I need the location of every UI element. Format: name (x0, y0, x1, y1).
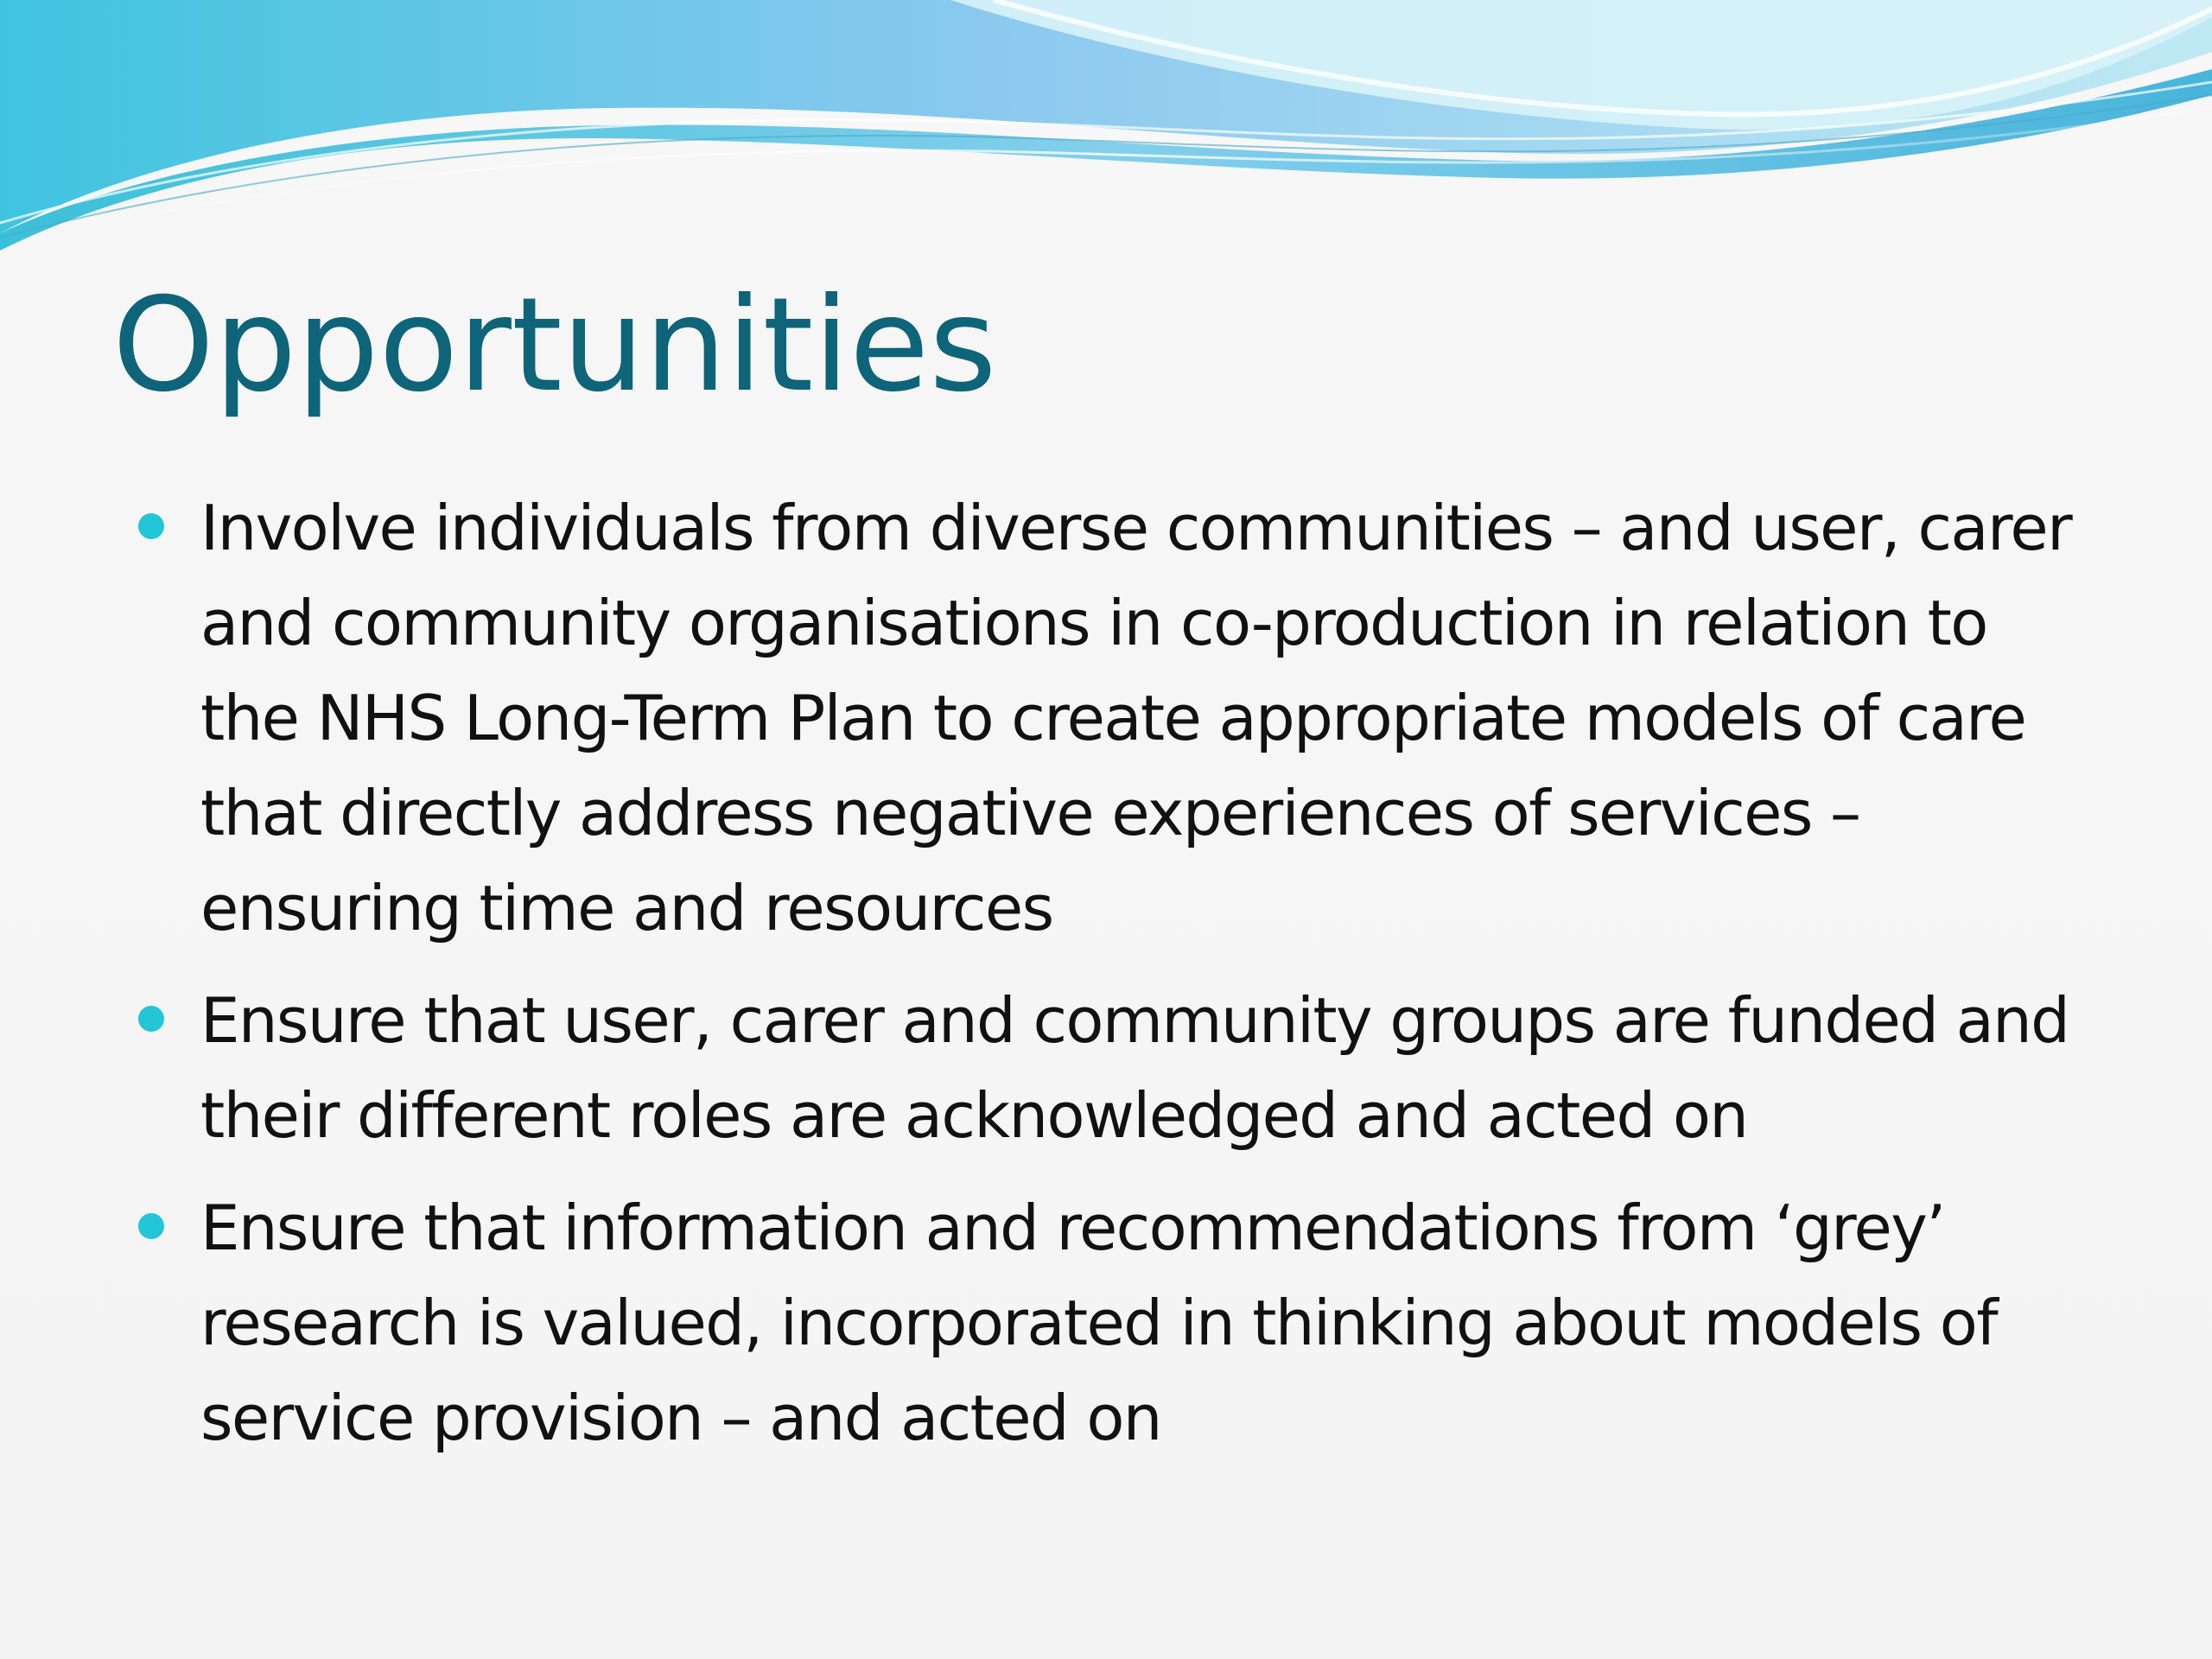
bullet-dot-icon (138, 1006, 164, 1032)
bullet-list (138, 480, 2082, 1483)
slide-title: Opportunities (112, 270, 997, 421)
bullet-item (138, 1180, 2082, 1465)
bullet-text: Involve individuals from diverse communities – and user, carer and community organisations in co-production in relation to the NHS Long-Term Plan to create appropriate models of care that directly address negative experiences of services – ensuring time and resources (200, 492, 2072, 944)
bullet-text: Ensure that user, carer and community groups are funded and their different roles are acknowledged and acted on (200, 984, 2069, 1152)
bullet-text: Ensure that information and recommendations from ‘grey’ research is valued, incorporated in thinking about models of service provision – and acted on (200, 1192, 1997, 1454)
decorative-wave-header (0, 0, 2212, 259)
bullet-dot-icon (138, 1213, 164, 1239)
bullet-dot-icon (138, 513, 164, 539)
bullet-item (138, 973, 2082, 1163)
bullet-item (138, 480, 2082, 956)
